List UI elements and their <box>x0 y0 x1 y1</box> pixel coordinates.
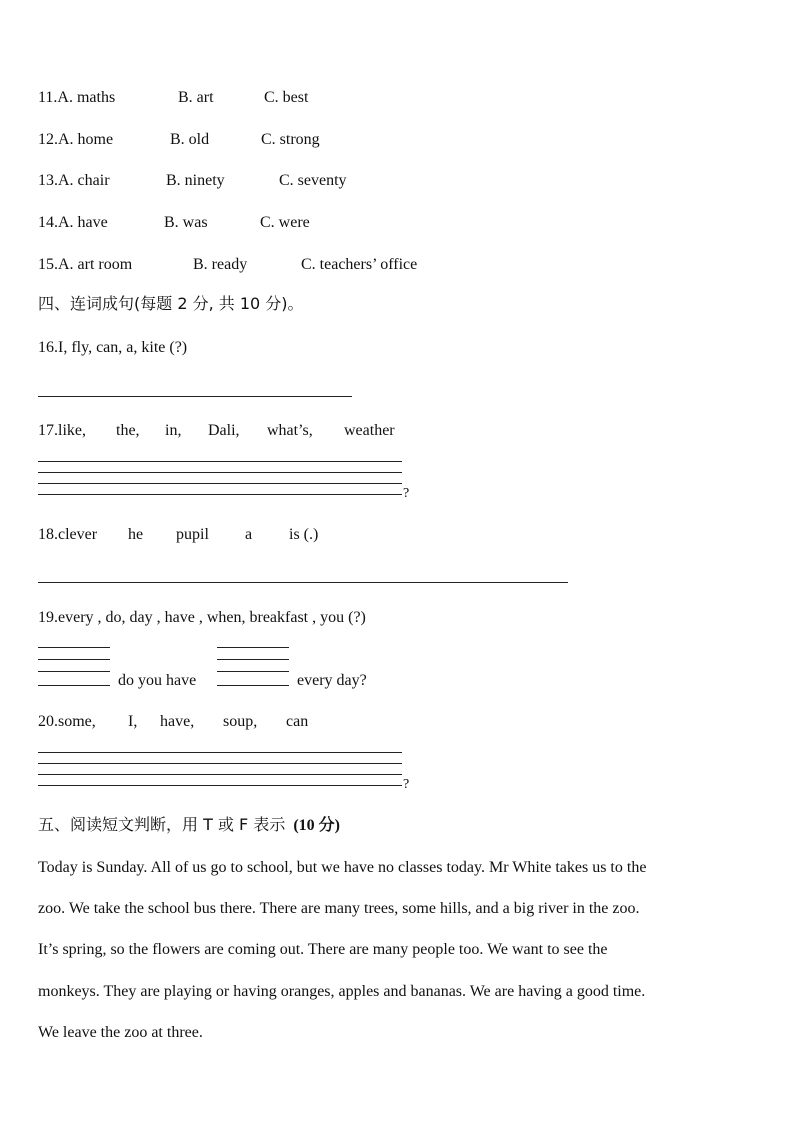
word: some, <box>58 713 96 730</box>
option-a: A. maths <box>57 89 116 106</box>
section-4-heading: 四、连词成句(每题 2 分, 共 10 分)。 <box>38 294 304 313</box>
choice-row-11 <box>38 88 309 108</box>
word: soup, <box>223 713 258 730</box>
question-mark: ? <box>403 486 410 501</box>
word: like, <box>58 422 86 439</box>
word: in, <box>165 422 182 439</box>
choice-row-12 <box>38 130 320 150</box>
word: can <box>286 713 309 730</box>
word: Dali, <box>208 422 240 439</box>
choice-row-15 <box>38 255 418 275</box>
option-c: C. seventy <box>279 172 347 189</box>
word: clever <box>58 526 98 543</box>
choice-row-13 <box>38 171 347 191</box>
question-20 <box>38 712 309 732</box>
question-number: 16. <box>38 339 58 356</box>
sentence-end: every day? <box>297 672 367 689</box>
word: a <box>245 526 253 543</box>
option-b: B. art <box>178 89 214 106</box>
option-c: C. strong <box>261 131 320 148</box>
question-number: 14. <box>38 214 58 231</box>
question-number: 19. <box>38 609 58 626</box>
question-19 <box>38 608 366 628</box>
section-5-title: 五、阅读短文判断，用 T 或 F 表示 <box>38 815 286 834</box>
answer-line[interactable] <box>38 582 568 583</box>
question-16 <box>38 338 187 358</box>
option-b: B. ready <box>193 256 248 273</box>
option-a: A. home <box>58 131 114 148</box>
passage-line-4: monkeys. They are playing or having oranges, apples and bananas. We are having a good time. <box>38 983 646 1000</box>
section-5-heading <box>38 815 340 836</box>
question-number: 20. <box>38 713 58 730</box>
section-5-score: (10 分) <box>293 817 340 834</box>
option-b: B. old <box>170 131 210 148</box>
option-c: C. were <box>260 214 310 231</box>
question-number: 11. <box>38 89 58 106</box>
word: what’s, <box>267 422 313 439</box>
question-number: 13. <box>38 172 58 189</box>
option-c: C. teachers’ office <box>301 256 418 273</box>
option-a: A. art room <box>58 256 133 273</box>
scrambled-words: I, fly, can, a, kite (?) <box>58 339 188 356</box>
passage-line-5: We leave the zoo at three. <box>38 1024 203 1041</box>
option-a: A. have <box>58 214 108 231</box>
question-number: 15. <box>38 256 58 273</box>
word: weather <box>344 422 395 439</box>
option-b: B. ninety <box>166 172 225 189</box>
answer-line[interactable] <box>38 396 352 397</box>
word: the, <box>116 422 140 439</box>
word: he <box>128 526 144 543</box>
passage-line-3: It’s spring, so the flowers are coming out. There are many people too. We want to see the <box>38 941 608 958</box>
word: is (.) <box>289 526 319 543</box>
option-b: B. was <box>164 214 208 231</box>
word: pupil <box>176 526 209 543</box>
scrambled-words: every , do, day , have , when, breakfast , you (?) <box>58 609 366 626</box>
sentence-middle: do you have <box>118 672 197 689</box>
question-18 <box>38 525 319 545</box>
word: have, <box>160 713 195 730</box>
option-c: C. best <box>264 89 309 106</box>
word: I, <box>128 713 138 730</box>
question-mark: ? <box>403 777 410 792</box>
option-a: A. chair <box>58 172 110 189</box>
choice-row-14 <box>38 213 310 233</box>
passage-line-2: zoo. We take the school bus there. There are many trees, some hills, and a big river in the zoo. <box>38 900 640 917</box>
question-number: 18. <box>38 526 58 543</box>
passage-line-1: Today is Sunday. All of us go to school, but we have no classes today. Mr White takes us to the <box>38 859 647 876</box>
question-number: 17. <box>38 422 58 439</box>
question-17 <box>38 421 395 441</box>
question-number: 12. <box>38 131 58 148</box>
